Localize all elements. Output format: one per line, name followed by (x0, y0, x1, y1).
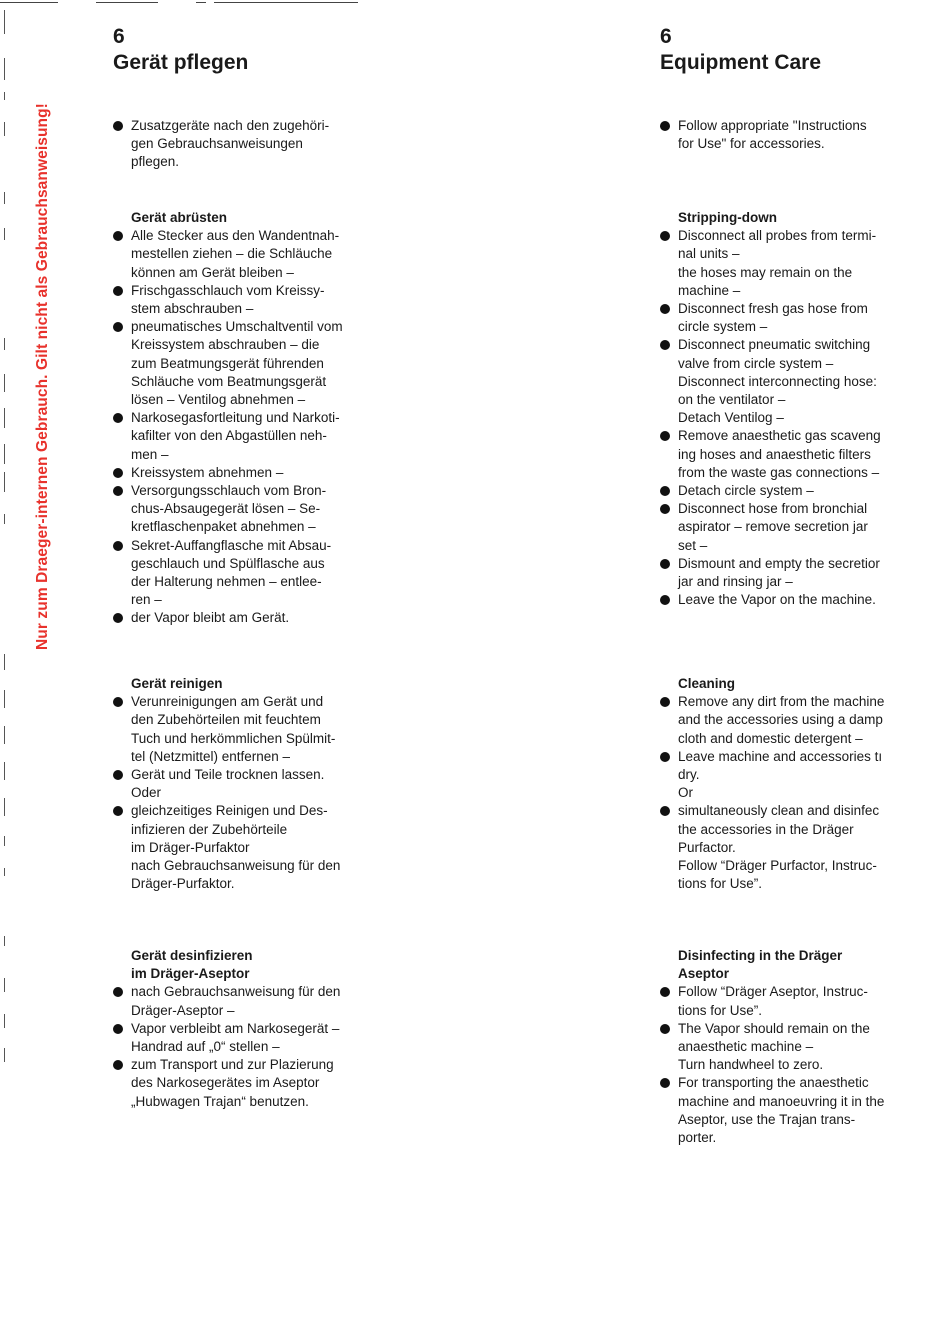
section-heading: Stripping-down (678, 210, 777, 225)
list-item: Disconnect hose from bronchial aspirator – remove secretion jar set – (660, 500, 912, 555)
stripping-section (660, 209, 912, 609)
disinfecting-section (660, 947, 912, 1147)
chapter-header (660, 24, 912, 76)
list-item: gleichzeitiges Reinigen und Des- infizieren der Zubehörteile im Dräger-Purfaktor nach Gebrauchsanweisung für den Dräger-Purfaktor. (113, 802, 375, 893)
section-heading: Gerät desinfizieren im Dräger-Aseptor (131, 948, 253, 982)
list-item: The Vapor should remain on the anaesthetic machine – Turn handwheel to zero. (660, 1020, 912, 1075)
chapter-header (113, 24, 375, 76)
list-item: Remove any dirt from the machine and the accessories using a damp cloth and domestic detergent – (660, 693, 912, 748)
top-rule (214, 2, 358, 3)
list-item: Gerät und Teile trocknen lassen. (113, 766, 375, 784)
list-item: Sekret-Auffangflasche mit Absau- geschlauch und Spülflasche aus der Halterung nehmen – entlee- ren – (113, 537, 375, 610)
list-item: zum Transport und zur Plazierung des Narkosegerätes im Aseptor „Hubwagen Trajan“ benutzen. (113, 1056, 375, 1111)
cleaning-section (113, 675, 375, 893)
section-heading: Gerät reinigen (131, 676, 223, 691)
top-rule (196, 2, 206, 3)
or-text: Or (678, 785, 693, 801)
list-item: Disconnect all probes from termi- nal units – the hoses may remain on the machine – (660, 227, 912, 300)
list-item: For transporting the anaesthetic machine and manoeuvring it in the Aseptor, use the Trajan trans- porter. (660, 1074, 912, 1147)
intro-section (660, 117, 912, 153)
disinfecting-section (113, 947, 375, 1111)
list-item: Disconnect pneumatic switching valve from circle system – Disconnect interconnecting hose: on the ventilator – Detach Ventilog – (660, 336, 912, 427)
section-heading: Disinfecting in the Dräger Aseptor (678, 948, 843, 982)
list-item: Verunreinigungen am Gerät und den Zubehörteilen mit feuchtem Tuch und herkömmlichen Spülmit- tel (Netzmittel) entfernen – (113, 693, 375, 766)
intro-section (113, 117, 375, 172)
margin-marks (4, 0, 10, 1332)
intro-item: Follow appropriate "Instructions for Use" for accessories. (660, 117, 912, 153)
list-item: Alle Stecker aus den Wandentnah- mestellen ziehen – die Schläuche können am Gerät bleiben – (113, 227, 375, 282)
list-item: Versorgungsschlauch vom Bron- chus-Absaugegerät lösen – Se- kretflaschenpaket abnehmen – (113, 482, 375, 537)
list-item: pneumatisches Umschaltventil vom Kreissystem abschrauben – die zum Beatmungsgerät führenden Schläuche vom Beatmungsgerät lösen – Ventilog abnehmen – (113, 318, 375, 409)
list-item: Remove anaesthetic gas scaveng ing hoses and anaesthetic filters from the waste gas connections – (660, 427, 912, 482)
list-item: Disconnect fresh gas hose from circle system – (660, 300, 912, 336)
list-item: Vapor verbleibt am Narkosegerät – Handrad auf „0“ stellen – (113, 1020, 375, 1056)
chapter-number: 6 (113, 25, 125, 48)
list-item: nach Gebrauchsanweisung für den Dräger-Aseptor – (113, 983, 375, 1019)
list-item: Kreissystem abnehmen – (113, 464, 375, 482)
list-item: Frischgasschlauch vom Kreissy- stem abschrauben – (113, 282, 375, 318)
watermark-text: Nur zum Draeger-internen Gebrauch. Gilt nicht als Gebrauchsanweisung! (34, 103, 51, 650)
list-item: Detach circle system – (660, 482, 912, 500)
stripping-section (113, 209, 375, 628)
list-item: Leave machine and accessories tı dry. (660, 748, 912, 784)
chapter-title: Gerät pflegen (113, 51, 249, 74)
section-heading: Gerät abrüsten (131, 210, 228, 225)
cleaning-section (660, 675, 912, 893)
chapter-title: Equipment Care (660, 51, 822, 74)
english-column (660, 24, 912, 1146)
top-rule (96, 2, 158, 3)
list-item: simultaneously clean and disinfec the accessories in the Dräger Purfactor. Follow “Dräger Purfactor, Instruc- tions for Use”. (660, 802, 912, 893)
list-item: Narkosegasfortleitung und Narkoti- kafilter von den Abgastüllen neh- men – (113, 409, 375, 464)
chapter-number: 6 (660, 25, 672, 48)
list-item: Dismount and empty the secretior jar and rinsing jar – (660, 555, 912, 591)
german-column (113, 24, 375, 1109)
section-heading: Cleaning (678, 676, 736, 691)
list-item: Follow “Dräger Aseptor, Instruc- tions for Use”. (660, 983, 912, 1019)
list-item: der Vapor bleibt am Gerät. (113, 609, 375, 627)
intro-item: Zusatzgeräte nach den zugehöri- gen Gebrauchsanweisungen pflegen. (113, 117, 375, 172)
list-item: Leave the Vapor on the machine. (660, 591, 912, 609)
or-text: Oder (131, 785, 162, 801)
